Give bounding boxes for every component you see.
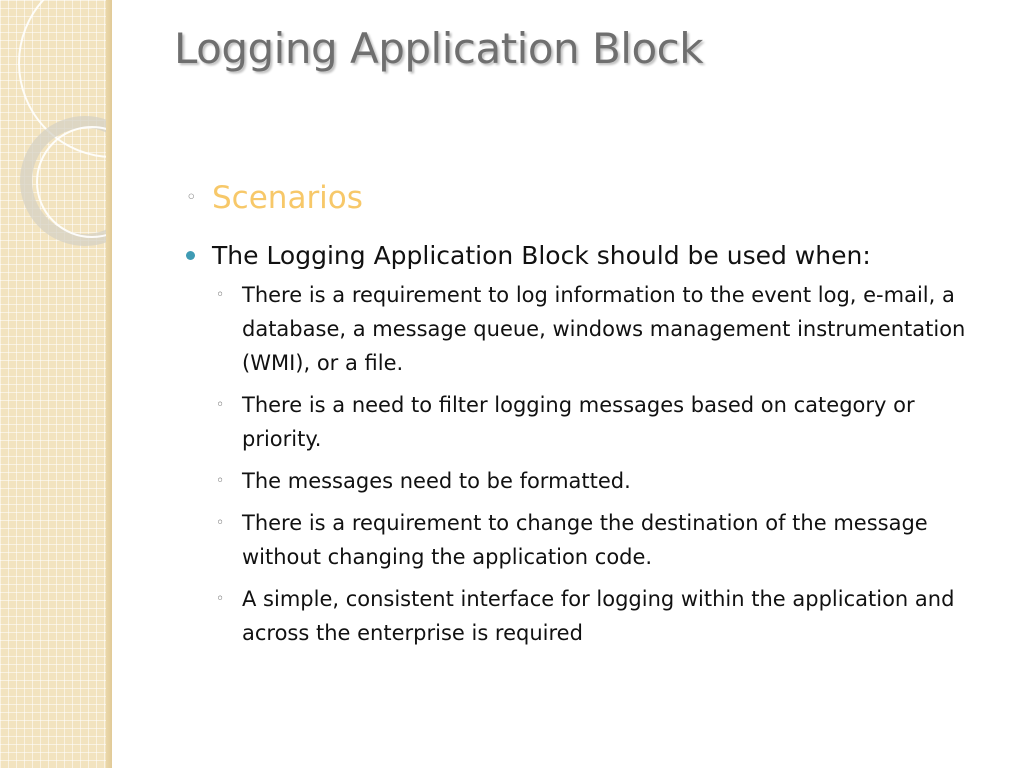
sub-bullet-list [186, 278, 996, 650]
list-item-text: There is a requirement to change the destination of the message without changing the application code. [242, 511, 928, 569]
list-item-text: A simple, consistent interface for logging within the application and across the enterprise is required [242, 587, 955, 645]
list-item [216, 464, 996, 498]
lead-text: The Logging Application Block should be used when: [212, 241, 871, 270]
scenarios-label: Scenarios [212, 180, 363, 216]
list-item [216, 278, 996, 380]
list-item [216, 506, 996, 574]
hollow-bullet-icon: ◦ [216, 287, 225, 303]
list-item-text: There is a requirement to log information to the event log, e-mail, a database, a message queue, windows management instrumentation (WMI), or a file. [242, 283, 966, 375]
list-item [216, 388, 996, 456]
hollow-bullet-icon: ◦ [216, 515, 225, 531]
lead-bullet [186, 240, 996, 272]
scenarios-heading [186, 176, 996, 220]
hollow-bullet-icon: ◦ [216, 473, 225, 489]
filled-bullet-icon [186, 240, 212, 260]
slide-title: Logging Application Block [174, 24, 704, 73]
hollow-bullet-icon: ◦ [216, 591, 225, 607]
hollow-bullet-icon: ◦ [186, 187, 197, 208]
slide-content [186, 176, 996, 658]
side-panel-edge [106, 0, 112, 768]
list-item [216, 582, 996, 650]
hollow-bullet-icon: ◦ [216, 397, 225, 413]
list-item-text: There is a need to filter logging messages based on category or priority. [242, 393, 915, 451]
list-item-text: The messages need to be formatted. [242, 469, 631, 493]
side-decoration-panel [0, 0, 112, 768]
